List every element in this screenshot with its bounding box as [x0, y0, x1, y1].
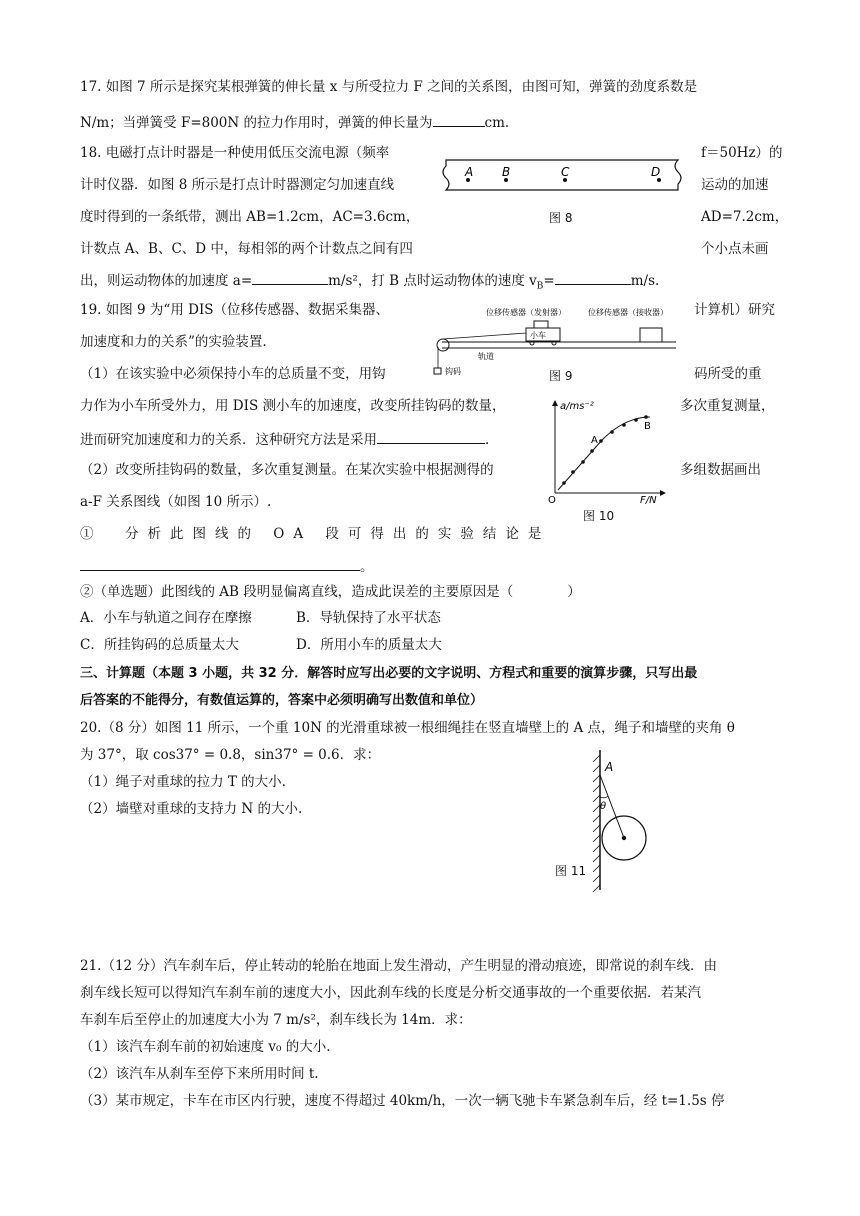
- option-d[interactable]: D．所用小车的质量太大: [296, 637, 442, 653]
- q21-line4: （1）该汽车刹车前的初始速度 v₀ 的大小.: [80, 1039, 331, 1055]
- q18-text-a: 出，则运动物体的加速度 a=: [80, 273, 253, 289]
- fig9-track: 轨道: [478, 352, 494, 361]
- fig9-caption: 图 9: [549, 369, 573, 383]
- q21-line1: 21.（12 分）汽车刹车后，停止转动的轮胎在地面上发生滑动，产生明显的滑动痕迹，即常说的刹车线．由: [80, 958, 717, 974]
- conclusion-blank[interactable]: [80, 557, 360, 571]
- graph-xlabel: F/N: [640, 495, 657, 506]
- q19-line9: [80, 557, 374, 575]
- tape-label-b: B: [502, 165, 511, 179]
- paper-tape-figure: [438, 150, 688, 200]
- q17-line1: 17. 如图 7 所示是探究某根弹簧的伸长量 x 与所受拉力 F 之间的关系图，由图可知，弹簧的劲度系数是: [80, 79, 698, 95]
- q18-eq: =: [543, 273, 555, 289]
- q17-unit: cm.: [484, 115, 510, 131]
- q21-line3: 车刹车后至停止的加速度大小为 7 m/s²，刹车线长为 14m．求：: [80, 1012, 472, 1028]
- q20-line1: 20.（8 分）如图 11 所示，一个重 10N 的光滑重球被一根细绳挂在竖直墙壁上的 A 点，绳子和墙壁的夹角 θ: [80, 720, 735, 736]
- graph-ylabel: a/ms⁻²: [560, 401, 594, 412]
- q19-line4-left: 力作为小车所受外力，用 DIS 测小车的加速度，改变所挂钩码的数量，: [80, 398, 506, 414]
- section3-heading-line2: 后答案的不能得分，有数值运算的，答案中必须明确写出数值和单位）: [80, 693, 484, 708]
- q19-end-mark: 。: [360, 559, 374, 575]
- answer-blank[interactable]: [433, 113, 485, 127]
- q19-line6-left: （2）改变所挂钩码的数量，多次重复测量。在某次实验中根据测得的: [80, 462, 494, 478]
- fig9-weight: 钩码: [445, 367, 461, 376]
- option-b[interactable]: B．导轨保持了水平状态: [296, 610, 441, 626]
- q18-line1-left: 18. 电磁打点计时器是一种使用低压交流电源（频率: [80, 145, 390, 161]
- velocity-blank[interactable]: [555, 271, 631, 285]
- q18-line4-left: 计数点 A、B、C、D 中，每相邻的两个计数点之间有四: [80, 241, 413, 257]
- fig11-point-a: A: [605, 760, 614, 774]
- tape-label-c: C: [561, 165, 570, 179]
- q18-line2-right: 运动的加速: [701, 177, 769, 193]
- q18-unit: m/s.: [630, 273, 660, 289]
- fig9-sensor-rx: 位移传感器（接收器）: [588, 308, 668, 317]
- q20-line3: （1）绳子对重球的拉力 T 的大小.: [80, 774, 286, 790]
- q18-line4-right: 个小点未画: [701, 241, 769, 257]
- q19-line10: ②（单选题）此图线的 AB 段明显偏离直线，造成此误差的主要原因是（ ）: [80, 584, 581, 600]
- option-c[interactable]: C．所挂钩码的总质量太大: [80, 637, 239, 653]
- tape-label-a: A: [465, 165, 474, 179]
- hanging-weight: [434, 368, 441, 374]
- method-blank[interactable]: [377, 430, 485, 444]
- a-f-graph: [540, 395, 670, 507]
- graph-point-a: A: [591, 435, 598, 446]
- fig8-caption: 图 8: [549, 211, 573, 225]
- q19-line2: 加速度和力的关系”的实验装置.: [80, 334, 267, 350]
- graph-data-points: [562, 415, 648, 485]
- q19-line5: [80, 430, 489, 448]
- q19-period: .: [485, 432, 490, 448]
- q19-line7: a-F 关系图线（如图 10 所示）.: [80, 494, 272, 510]
- q19-line1-right: 计算机）研究: [694, 302, 775, 318]
- fig11-theta: θ: [600, 801, 607, 812]
- pulley: [437, 339, 449, 351]
- ball-center: [622, 836, 626, 840]
- q20-line4: （2）墙壁对重球的支持力 N 的大小.: [80, 801, 303, 817]
- section3-heading-line1: 三、计算题（本题 3 小题，共 32 分．解答时应写出必要的文字说明、方程式和重要的演算步骤，只写出最: [80, 666, 698, 681]
- q18-text-b: m/s²，打 B 点时运动物体的速度 v: [328, 273, 537, 289]
- fig11-caption: 图 11: [555, 864, 587, 878]
- q18-line5: [80, 271, 659, 295]
- q20-line2: 为 37°，取 cos37° = 0.8，sin37° = 0.6．求：: [80, 747, 381, 763]
- q19-method-text: 进而研究加速度和力的关系．这种研究方法是采用: [80, 432, 377, 448]
- q19-line3-left: （1）在该实验中必须保持小车的总质量不变，用钩: [80, 366, 386, 382]
- graph-curve: [558, 417, 650, 490]
- fig9-sensor-tx: 位移传感器（发射器）: [486, 308, 566, 317]
- q17-line2: [80, 113, 509, 131]
- q21-line6: （3）某市规定，卡车在市区内行驶，速度不得超过 40km/h，一次一辆飞驰卡车紧急刹车后，经 t=1.5s 停: [80, 1093, 725, 1109]
- q19-line3-right: 码所受的重: [694, 366, 762, 382]
- wall-hatching: [593, 755, 600, 892]
- q19-line8: ① 分析此图线的 OA 段可得出的实验结论是: [80, 526, 551, 542]
- q18-line3-right: AD=7.2cm，: [701, 209, 789, 225]
- q21-line2: 刹车线长短可以得知汽车刹车前的速度大小，因此刹车线的长度是分析交通事故的一个重要依据．若某汽: [80, 985, 701, 1001]
- q17-text: N/m；当弹簧受 F=800N 的拉力作用时，弹簧的伸长量为: [80, 115, 433, 131]
- q18-line2-left: 计时仪器．如图 8 所示是打点计时器测定匀加速直线: [80, 177, 395, 193]
- fig9-car: 小车: [530, 331, 546, 340]
- receiver: [640, 328, 662, 342]
- q18-line1-right: f＝50Hz）的: [701, 145, 783, 161]
- q18-line3-left: 度时得到的一条纸带，测出 AB=1.2cm，AC=3.6cm，: [80, 209, 420, 225]
- q21-line5: （2）该汽车从刹车至停下来所用时间 t.: [80, 1066, 319, 1082]
- q19-line6-right: 多组数据画出: [680, 462, 761, 478]
- graph-origin: O: [548, 495, 556, 506]
- ball-wall-figure: [588, 745, 658, 895]
- q19-line4-right: 多次重复测量，: [680, 398, 775, 414]
- option-a[interactable]: A．小车与轨道之间存在摩擦: [80, 610, 252, 626]
- graph-point-b: B: [644, 421, 651, 432]
- accel-blank[interactable]: [252, 271, 328, 285]
- q18-sub: B: [536, 281, 544, 292]
- q19-line1-left: 19. 如图 9 为“用 DIS（位移传感器、数据采集器、: [80, 302, 390, 318]
- fig10-caption: 图 10: [583, 509, 615, 523]
- tape-label-d: D: [651, 165, 661, 179]
- transmitter: [534, 321, 548, 328]
